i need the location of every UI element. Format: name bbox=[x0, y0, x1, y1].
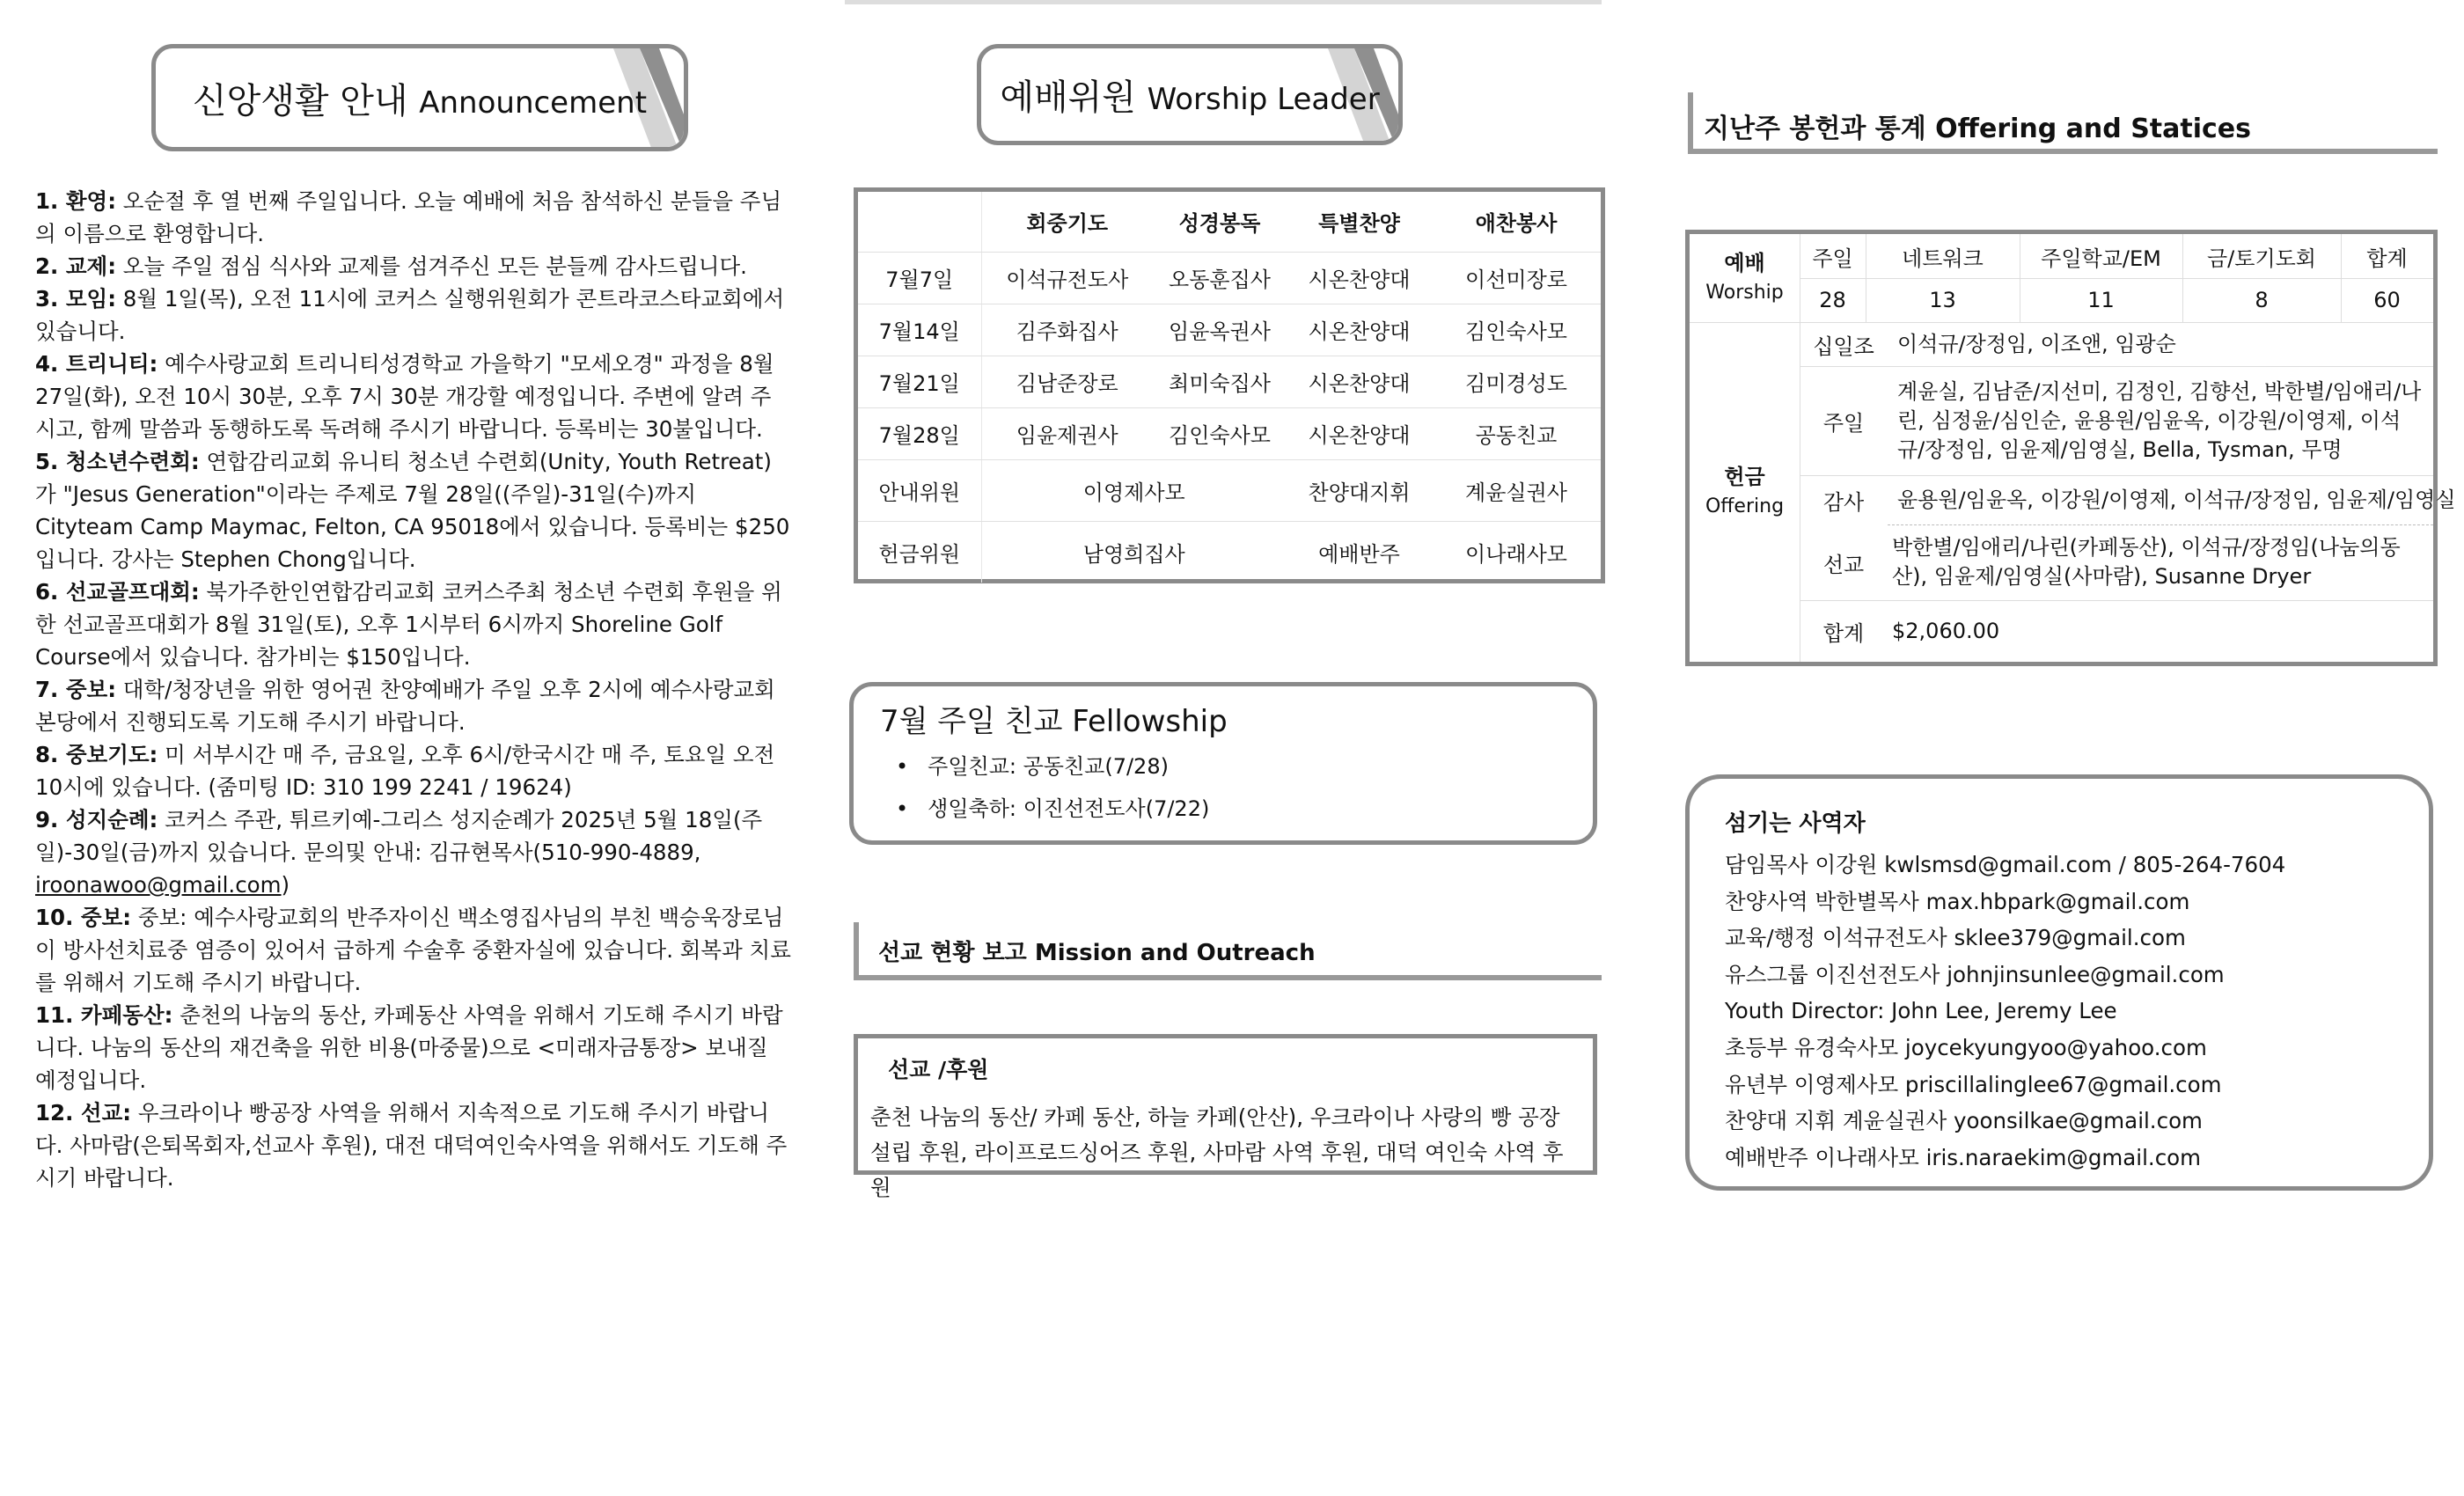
announcement-label: 6. 선교골프대회: bbox=[35, 579, 200, 605]
announcement-list bbox=[35, 185, 792, 1194]
list-item: Youth Director: John Lee, Jeremy Lee bbox=[1725, 998, 2117, 1024]
table-cell: 7월28일 bbox=[858, 407, 981, 459]
table-cell: 최미숙집사 bbox=[1153, 356, 1287, 407]
offering-col-header: 주일 bbox=[1812, 246, 1853, 271]
mission-box bbox=[854, 1034, 1597, 1200]
announcement-label: 9. 성지순례: bbox=[35, 807, 158, 832]
table-row bbox=[858, 407, 1601, 459]
list-item: 찬양대 지휘 계윤실권사 yoonsilkae@gmail.com bbox=[1725, 1108, 2203, 1134]
worship-table bbox=[858, 192, 1601, 583]
worship-title-en: Worship Leader bbox=[1147, 82, 1380, 117]
attendance-count: 11 bbox=[2087, 288, 2115, 312]
table-cell: 계윤실권사 bbox=[1432, 459, 1601, 521]
table-cell: 안내위원 bbox=[858, 459, 981, 521]
list-item: • 주일친교: 공동친교(7/28) bbox=[896, 745, 1566, 788]
table-cell: 이선미장로 bbox=[1432, 252, 1601, 304]
divider bbox=[1800, 278, 2433, 279]
table-cell: 이나래사모 bbox=[1465, 541, 1567, 567]
offering-names: 윤용원/임윤옥, 이강원/이영제, 이석규/장정임, 임윤제/임영실 bbox=[1897, 487, 2456, 512]
offering-names: 박한별/임애리/나린(카페동산), 이석규/장정임(나눔의동산), 임윤제/임영실(사마람), Susanne Dryer bbox=[1892, 535, 2401, 589]
announcement-title-ko: 신앙생활 안내 bbox=[192, 80, 408, 121]
table-cell: 시온찬양대 bbox=[1287, 252, 1432, 304]
announcement-item bbox=[35, 803, 792, 901]
offering-col-header: 주일학교/EM bbox=[2041, 246, 2161, 271]
attendance-count: 8 bbox=[2255, 288, 2269, 312]
offering-type: 십일조 bbox=[1813, 334, 1874, 359]
table-cell: 7월7일 bbox=[858, 252, 981, 304]
table-cell: 오동훈집사 bbox=[1153, 252, 1287, 304]
announcement-item bbox=[35, 250, 792, 282]
announcement-item bbox=[35, 999, 792, 1096]
list-item: 유스그룹 이진선전도사 johnjinsunlee@gmail.com bbox=[1725, 961, 2225, 987]
worship-table-box bbox=[854, 187, 1605, 583]
table-row-usher bbox=[858, 459, 1601, 521]
announcement-item bbox=[35, 445, 792, 576]
announcement-label: 2. 교제: bbox=[35, 253, 117, 279]
announcement-text: 우크라이나 빵공장 사역을 위해서 지속적으로 기도해 주시기 바랍니다. 사마람(은퇴목회자,선교사 후원), 대전 대덕여인숙사역을 위해서도 기도해 주시기 바랍니다. bbox=[35, 1100, 788, 1191]
offering-label-en: Offering bbox=[1705, 495, 1785, 517]
worship-col-header: 애찬봉사 bbox=[1432, 192, 1601, 252]
announcement-item bbox=[35, 673, 792, 738]
announcement-label: 3. 모임: bbox=[35, 286, 117, 312]
table-cell: 김주화집사 bbox=[981, 304, 1153, 356]
table-cell: 이석규전도사 bbox=[981, 252, 1153, 304]
offering-label-ko: 헌금 bbox=[1724, 465, 1765, 489]
table-cell: 김남준장로 bbox=[981, 356, 1153, 407]
announcement-label: 4. 트리니티: bbox=[35, 351, 158, 377]
announcement-text: 연합감리교회 유니티 청소년 수련회(Unity, Youth Retreat)가 "Jesus Generation"이라는 주제로 7월 28일((주일)-31일(수)까지 Cityteam Camp Maymac, Felton, CA 95018에서 있습니다. 등록비는 $250입니다. 강사는 Stephen Chong입니다. bbox=[35, 449, 790, 572]
table-cell: 시온찬양대 bbox=[1287, 407, 1432, 459]
table-cell: 7월14일 bbox=[858, 304, 981, 356]
worship-col-header: 특별찬양 bbox=[1287, 192, 1432, 252]
mission-header bbox=[854, 922, 1602, 980]
announcement-text: 8월 1일(목), 오전 11시에 코커스 실행위원회가 콘트라코스타교회에서 있습니다. bbox=[35, 286, 785, 344]
announcement-item bbox=[35, 901, 792, 999]
offering-header-rule-left bbox=[1688, 92, 1693, 154]
announcement-label: 7. 중보: bbox=[35, 677, 117, 702]
announcement-item bbox=[35, 738, 792, 803]
table-row bbox=[858, 252, 1601, 304]
list-item: 유년부 이영제사모 priscillalinglee67@gmail.com bbox=[1725, 1071, 2222, 1097]
list-item: 초등부 유경숙사모 joycekyungyoo@yahoo.com bbox=[1725, 1034, 2207, 1060]
offering-names: 이석규/장정임, 이조앤, 임광순 bbox=[1897, 331, 2176, 356]
table-cell: 7월21일 bbox=[858, 356, 981, 407]
announcement-label: 11. 카페동산: bbox=[35, 1002, 173, 1028]
mission-header-rule bbox=[854, 975, 1602, 980]
worship-col-header: 성경봉독 bbox=[1153, 192, 1287, 252]
top-divider bbox=[845, 0, 1602, 4]
list-item: 담임목사 이강원 kwlsmsd@gmail.com / 805-264-7604 bbox=[1725, 852, 2286, 877]
worship-header bbox=[977, 44, 1403, 145]
fellowship-title: 7월 주일 친교 Fellowship bbox=[880, 704, 1228, 739]
offering-names: 계윤실, 김남준/지선미, 김정인, 김향선, 박한별/임애리/나린, 심정윤/심인순, 윤용원/임윤옥, 이강원/이영제, 이석규/장정임, 임윤제/임영실, Bella, Tysman, 무명 bbox=[1897, 378, 2422, 462]
table-row-offering bbox=[858, 521, 1601, 583]
announcement-title bbox=[193, 73, 647, 123]
table-row bbox=[858, 304, 1601, 356]
ministers-title: 섬기는 사역자 bbox=[1725, 810, 1866, 837]
table-cell: 헌금위원 bbox=[858, 521, 981, 583]
announcement-label: 10. 중보: bbox=[35, 905, 132, 930]
announcement-text: ) bbox=[281, 872, 290, 898]
table-cell: 시온찬양대 bbox=[1287, 304, 1432, 356]
table-cell: 김미경성도 bbox=[1432, 356, 1601, 407]
ministers-list bbox=[1725, 847, 2394, 1176]
worship-col-header: 회중기도 bbox=[981, 192, 1153, 252]
offering-col-header: 금/토기도회 bbox=[2206, 246, 2316, 271]
mission-text: 춘천 나눔의 동산/ 카페 동산, 하늘 카페(안산), 우크라이나 사랑의 빵 공장 설립 후원, 라이프로드싱어즈 후원, 사마람 사역 후원, 대덕 여인숙 사역 후원 bbox=[870, 1104, 1564, 1200]
list-item: • 생일축하: 이진선전도사(7/22) bbox=[896, 788, 1566, 830]
offering-total: $2,060.00 bbox=[1892, 618, 2000, 643]
table-cell: 김인숙사모 bbox=[1153, 407, 1287, 459]
list-item: 찬양사역 박한별목사 max.hbpark@gmail.com bbox=[1725, 888, 2190, 914]
fellowship-box bbox=[849, 682, 1597, 845]
offering-table bbox=[1685, 230, 2456, 666]
offering-type: 선교 bbox=[1822, 552, 1865, 577]
worship-table-header-row bbox=[858, 192, 1601, 252]
announcement-text: 북가주한인연합감리교회 코커스주최 청소년 수련회 후원을 위한 선교골프대회가 8월 31일(토), 오후 1시부터 6시까지 Shoreline Golf Course에서 있습니다. 참가비는 $150입니다. bbox=[35, 579, 782, 670]
announcement-label: 5. 청소년수련회: bbox=[35, 449, 200, 474]
table-cell: 이영제사모 bbox=[981, 459, 1287, 521]
announcement-header bbox=[151, 44, 688, 151]
mission-subtitle: 선교 /후원 bbox=[888, 1057, 989, 1082]
worship-count-label-ko: 예배 bbox=[1724, 251, 1765, 275]
worship-count-label bbox=[1690, 234, 1800, 322]
announcement-item bbox=[35, 576, 792, 673]
offering-title: 지난주 봉헌과 통계 Offering and Statices bbox=[1704, 114, 2252, 144]
announcement-label: 1. 환영: bbox=[35, 188, 117, 214]
announcement-text: 대학/청장년을 위한 영어권 찬양예배가 주일 오후 2시에 예수사랑교회 본당에서 진행되도록 기도해 주시기 바랍니다. bbox=[35, 677, 775, 735]
announcement-item bbox=[35, 348, 792, 445]
table-cell: 찬양대지휘 bbox=[1287, 459, 1432, 521]
worship-col-header bbox=[858, 192, 981, 252]
offering-header-rule bbox=[1688, 149, 2438, 154]
announcement-text: 춘천의 나눔의 동산, 카페동산 사역을 위해서 기도해 주시기 바랍니다. 나눔의 동산의 재건축을 위한 비용(마중물)으로 <미래자금통장> 보내질 예정입니다. bbox=[35, 1002, 783, 1093]
contact-email-link[interactable]: iroonawoo@gmail.com bbox=[35, 872, 282, 898]
table-row bbox=[858, 356, 1601, 407]
list-item: 예배반주 이나래사모 iris.naraekim@gmail.com bbox=[1725, 1144, 2202, 1170]
attendance-count: 13 bbox=[1929, 288, 1956, 312]
list-item: 교육/행정 이석규전도사 sklee379@gmail.com bbox=[1725, 925, 2186, 951]
worship-count-label-en: Worship bbox=[1705, 282, 1784, 304]
worship-title-ko: 예배위원 bbox=[1000, 77, 1136, 118]
attendance-count: 60 bbox=[2373, 288, 2401, 312]
table-cell: 예배반주 bbox=[1318, 541, 1400, 567]
attendance-count: 28 bbox=[1819, 288, 1846, 312]
worship-title bbox=[1000, 70, 1379, 120]
offering-label bbox=[1690, 322, 1800, 662]
announcement-text: 미 서부시간 매 주, 금요일, 오후 6시/한국시간 매 주, 토요일 오전 10시에 있습니다. (줌미팅 ID: 310 199 2241 / 19624) bbox=[35, 742, 775, 800]
mission-header-rule-left bbox=[854, 922, 859, 980]
announcement-text: 오늘 주일 점심 식사와 교제를 섬겨주신 모든 분들께 감사드립니다. bbox=[116, 253, 747, 279]
announcement-item bbox=[35, 185, 792, 250]
table-cell: 김인숙사모 bbox=[1432, 304, 1601, 356]
offering-col-header: 합계 bbox=[2366, 246, 2408, 271]
announcement-text: 오순절 후 열 번째 주일입니다. 오늘 예배에 처음 참석하신 분들을 주님의 이름으로 환영합니다. bbox=[35, 188, 782, 246]
offering-header bbox=[1688, 92, 2438, 154]
announcement-item bbox=[35, 282, 792, 348]
table-cell: 공동친교 bbox=[1432, 407, 1601, 459]
offering-type: 주일 bbox=[1822, 410, 1865, 436]
ministers-box bbox=[1685, 774, 2433, 1191]
announcement-title-en: Announcement bbox=[419, 84, 648, 121]
announcement-label: 12. 선교: bbox=[35, 1100, 132, 1126]
announcement-text: 중보: 예수사랑교회의 반주자이신 백소영집사님의 부친 백승욱장로님이 방사선치료중 염증이 있어서 급하게 수술후 중환자실에 있습니다. 회복과 치료를 위해서 기도해 주시기 바랍니다. bbox=[35, 905, 791, 995]
announcement-item bbox=[35, 1096, 792, 1194]
announcement-text: 코커스 주관, 튀르키예-그리스 성지순례가 2025년 5월 18일(주일)-30일(금)까지 있습니다. 문의및 안내: 김규현목사(510-990-4889, bbox=[35, 807, 763, 865]
offering-col-header: 네트워크 bbox=[1902, 246, 1984, 271]
offering-type: 합계 bbox=[1822, 620, 1865, 646]
announcement-label: 8. 중보기도: bbox=[35, 742, 158, 767]
offering-type: 감사 bbox=[1822, 489, 1865, 515]
mission-title: 선교 현황 보고 Mission and Outreach bbox=[878, 940, 1316, 966]
table-cell: 임윤제권사 bbox=[981, 407, 1153, 459]
announcement-text: 예수사랑교회 트리니티성경학교 가을학기 "모세오경" 과정을 8월 27일(화), 오전 10시 30분, 오후 7시 30분 개강할 예정입니다. 주변에 알려 주시고, 함께 말씀과 동행하도록 독려해 주시기 바랍니다. 등록비는 30불입니다. bbox=[35, 351, 774, 442]
table-cell: 임윤옥권사 bbox=[1153, 304, 1287, 356]
table-cell: 시온찬양대 bbox=[1287, 356, 1432, 407]
table-cell: 남영희집사 bbox=[1082, 541, 1185, 567]
fellowship-list bbox=[896, 745, 1566, 830]
